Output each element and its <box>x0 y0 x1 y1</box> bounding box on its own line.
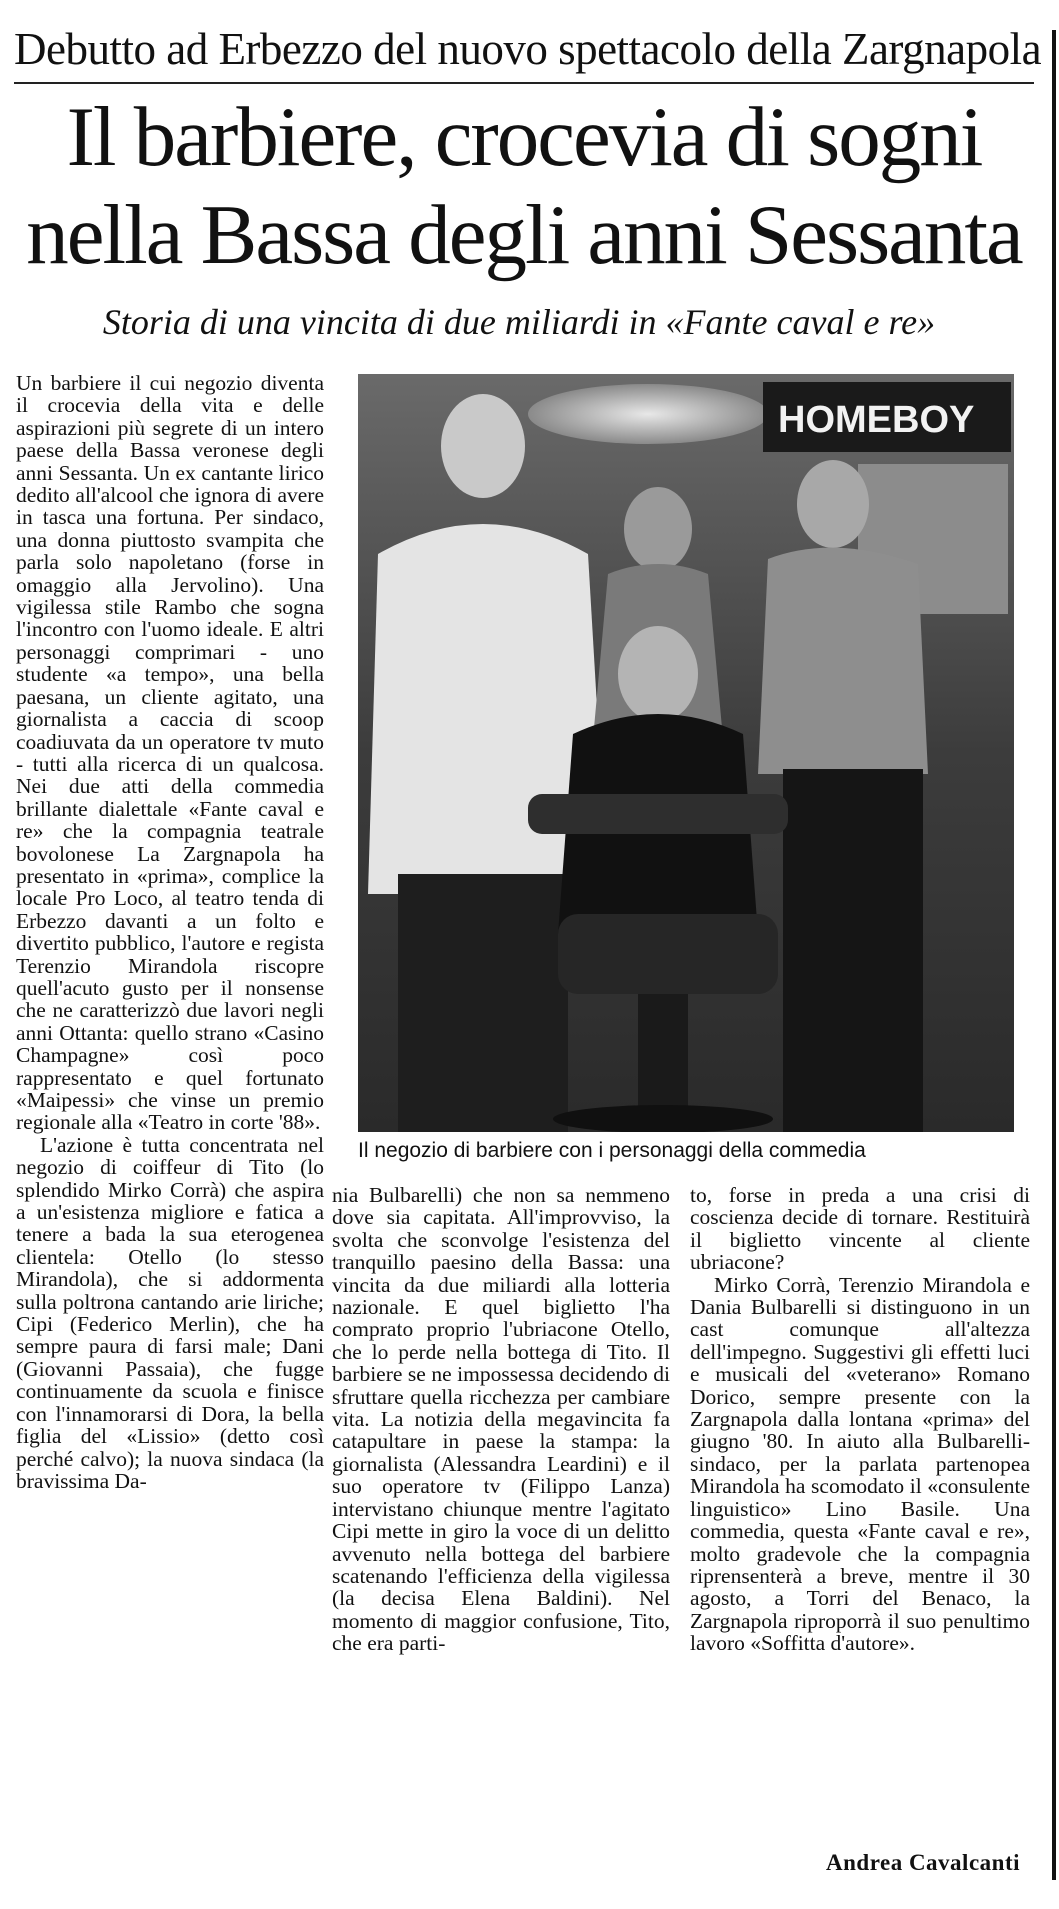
headline-line-2: nella Bassa degli anni Sessanta <box>26 188 1022 282</box>
article-photo <box>358 374 1014 1132</box>
photo-caption: Il negozio di barbiere con i personaggi della commedia <box>358 1139 866 1162</box>
article-subhead: Storia di una vincita di due miliardi in «Fante caval e re» <box>102 302 936 342</box>
body-column-3 <box>690 1184 1030 1884</box>
headline-line-1: Il barbiere, crocevia di sogni <box>66 90 982 184</box>
author-byline: Andrea Cavalcanti <box>826 1850 1020 1875</box>
paragraph: Un barbiere il cui negozio diventa il crocevia della vita e delle aspirazioni più segrete di un intero paese della Bassa veronese degli anni Sessanta. Un ex cantante lirico dedito all'alcool che ignora di avere in tasca una fortuna. Per sindaco, una donna piuttosto svampita che parla solo napoletano (forse in omaggio alla Jervolino). Una vigilessa stile Rambo che sogna l'incontro con l'uomo ideale. E altri personaggi comprimari - uno studente «a tempo», una bella paesana, un cliente agitato, una giornalista a caccia di scoop coadiuvata da un operatore tv muto - tutti alla ricerca di un qualcosa. Nei due atti della commedia brillante dialettale «Fante caval e re» che la compagnia teatrale bovolonese La Zargnapola ha presentato in «prima», complice la locale Pro Loco, al teatro tenda di Erbezzo davanti a un folto e divertito pubblico, l'autore e regista Terenzio Mirandola riscopre quell'acuto gusto per il nonsense che ne caratterizzò due lavori negli anni Ottanta: quello strano «Casino Champagne» così poco rappresentato e quel fortunato «Maipessi» che vinse un premio regionale alla «Teatro in corte '88». <box>16 372 324 1135</box>
body-column-2 <box>332 1184 670 1876</box>
paragraph: L'azione è tutta concentrata nel negozio di coiffeur di Tito (lo splendido Mirko Corrà) che aspira a un'esistenza migliore e fatica a tenere a bada la sua eterogenea clientela: Otello (lo stesso Mirandola), che si addormenta sulla poltrona cantando arie liriche; Cipi (Federico Merlin), che ha sempre paura di farsi male; Dani (Giovanni Passaia), che fugge continuamente da scuola e finisce con l'innamorarsi di Dora, la bella figlia del «Lissio» (detto così perché calvo); la nuova sindaca (la bravissima Da- <box>16 1132 324 1493</box>
paragraph: to, forse in preda a una crisi di coscienza decide di tornare. Restituirà il biglietto vincente al cliente ubriacone? <box>690 1184 1030 1275</box>
paragraph: nia Bulbarelli) che non sa nemmeno dove sia capitata. All'improvviso, la svolta che sconvolge l'esistenza del tranquillo paesino della Bassa: una vincita da due miliardi alla lotteria nazionale. E quel biglietto l'ha comprato proprio l'ubriacone Otello, che lo perde nella bottega di Tito. Il barbiere se ne impossessa decidendo di sfruttare quella ricchezza per cambiare vita. La notizia della megavincita fa catapultare in paese la stampa: la giornalista (Alessandra Leardini) e il suo operatore tv (Filippo Lanza) intervistano chiunque mentre l'agitato Cipi mette in giro la voce di un delitto avvenuto nella bottega del barbiere scatenando l'efficienza della vigilessa (la decisa Elena Baldini). Nel momento di maggior confusione, Tito, che era parti- <box>332 1184 670 1656</box>
right-border-rule <box>1052 30 1056 1880</box>
article-headline <box>14 88 1034 284</box>
paragraph: Mirko Corrà, Terenzio Mirandola e Dania Bulbarelli si distinguono in un cast comunque all'altezza dell'impegno. Suggestivi gli effetti luci e musicali del «veterano» Romano Dorico, sempre presente con la Zargnapola dalla lontana «prima» del giugno '80. In aiuto alla Bulbarelli-sindaco, per la parlata partenopea Mirandola ha scomodato il «consulente linguistico» Lino Basile. Una commedia, questa «Fante caval e re», molto gradevole che la compagnia riprensenterà a breve, mentre il 30 agosto, a Torri del Benaco, la Zargnapola riproporrà il suo penultimo lavoro «Soffitta d'autore». <box>690 1272 1030 1656</box>
body-column-1 <box>16 372 324 1744</box>
photo-sign-text: HOMEBOY <box>778 399 975 441</box>
article-kicker: Debutto ad Erbezzo del nuovo spettacolo della Zargnapola <box>14 24 1042 74</box>
barbershop-photo-illustration <box>358 374 1014 1132</box>
kicker-rule <box>14 82 1034 84</box>
